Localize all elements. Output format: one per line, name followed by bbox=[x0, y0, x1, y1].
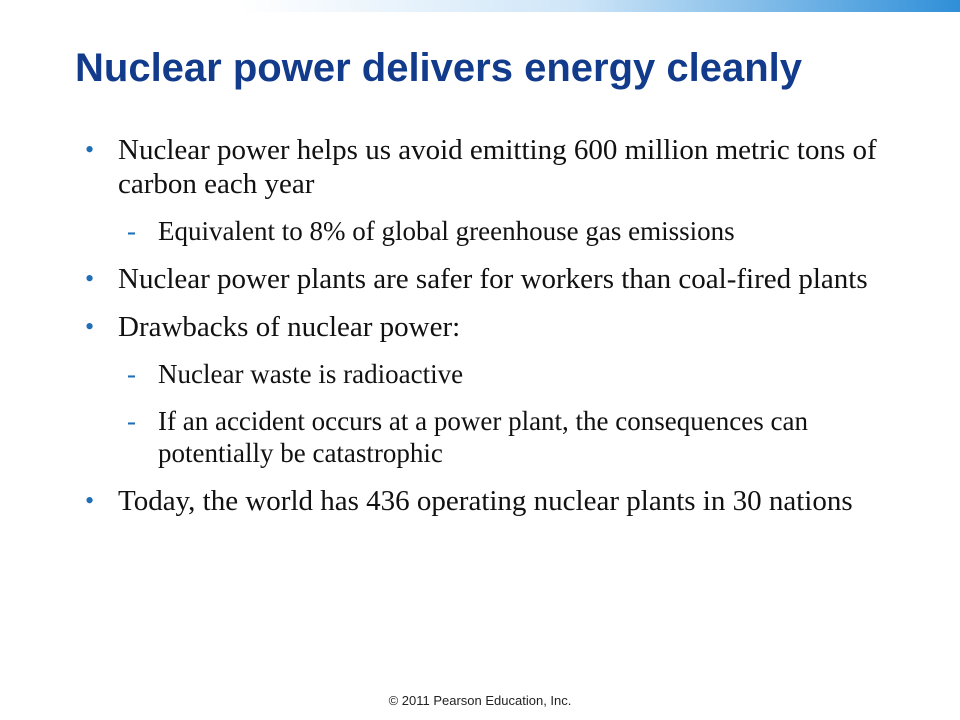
bullet-item bbox=[80, 484, 880, 518]
bullet-icon: • bbox=[85, 135, 95, 164]
bullet-text: Drawbacks of nuclear power: bbox=[118, 311, 461, 343]
bullet-text: Nuclear power helps us avoid emitting 600 million metric tons of carbon each year bbox=[118, 134, 877, 200]
sub-bullet-item bbox=[80, 358, 880, 390]
sub-bullet-text: If an accident occurs at a power plant, the consequences can potentially be catastrophic bbox=[158, 406, 808, 468]
copyright-footer: © 2011 Pearson Education, Inc. bbox=[388, 693, 572, 708]
dash-icon: - bbox=[127, 216, 136, 246]
bullet-icon: • bbox=[85, 486, 95, 515]
dash-icon: - bbox=[127, 359, 136, 389]
sub-bullet-text: Equivalent to 8% of global greenhouse gas emissions bbox=[158, 216, 735, 246]
dash-icon: - bbox=[127, 406, 136, 436]
bullet-icon: • bbox=[85, 312, 95, 341]
bullet-item bbox=[80, 262, 880, 296]
bullet-text: Today, the world has 436 operating nuclear plants in 30 nations bbox=[118, 485, 853, 517]
bullet-item bbox=[80, 310, 880, 344]
sub-bullet-item bbox=[80, 215, 880, 247]
bullet-item bbox=[80, 133, 880, 201]
bullet-text: Nuclear power plants are safer for workers than coal-fired plants bbox=[118, 263, 868, 295]
slide-title: Nuclear power delivers energy cleanly bbox=[75, 46, 803, 90]
bullet-icon: • bbox=[85, 264, 95, 293]
top-gradient-band bbox=[0, 0, 960, 12]
sub-bullet-text: Nuclear waste is radioactive bbox=[158, 359, 464, 389]
sub-bullet-item bbox=[80, 405, 880, 469]
bullet-list bbox=[80, 133, 880, 532]
